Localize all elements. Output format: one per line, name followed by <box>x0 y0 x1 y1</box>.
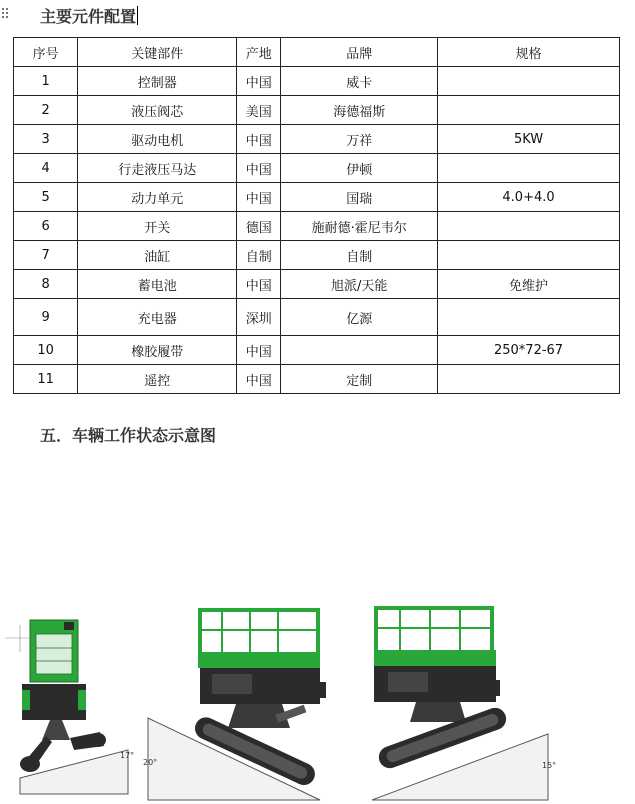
table-cell-no: 8 <box>14 270 78 299</box>
table-cell-spec: 4.0+4.0 <box>438 183 620 212</box>
table-cell-spec <box>438 299 620 336</box>
table-row <box>14 241 620 270</box>
table-cell-brand: 伊顿 <box>281 154 438 183</box>
table-cell-spec <box>438 212 620 241</box>
table-cell-part: 油缸 <box>78 241 237 270</box>
section-heading-config-text: 主要元件配置 <box>40 7 137 26</box>
section-heading-diagram: 五．车辆工作状态示意图 <box>40 426 217 445</box>
table-cell-origin: 中国 <box>237 183 281 212</box>
table-cell-spec: 免维护 <box>438 270 620 299</box>
table-cell-brand: 亿源 <box>281 299 438 336</box>
table-cell-no: 9 <box>14 299 78 336</box>
table-cell-spec: 250*72-67 <box>438 336 620 365</box>
table-cell-origin: 德国 <box>237 212 281 241</box>
table-cell-part: 遥控 <box>78 365 237 394</box>
table-row <box>14 96 620 125</box>
table-cell-brand: 国瑞 <box>281 183 438 212</box>
table-row <box>14 154 620 183</box>
table-cell-spec: 5KW <box>438 125 620 154</box>
table-cell-part: 控制器 <box>78 67 237 96</box>
table-row <box>14 67 620 96</box>
table-cell-origin: 中国 <box>237 67 281 96</box>
table-cell-spec <box>438 154 620 183</box>
table-cell-part: 蓄电池 <box>78 270 237 299</box>
angle-label-15: 15° <box>542 761 557 770</box>
table-cell-brand: 定制 <box>281 365 438 394</box>
table-cell-no: 10 <box>14 336 78 365</box>
vehicle-front-view <box>5 620 134 794</box>
table-cell-origin: 中国 <box>237 154 281 183</box>
table-cell-no: 3 <box>14 125 78 154</box>
header-cell-brand: 品牌 <box>281 38 438 67</box>
table-cell-no: 1 <box>14 67 78 96</box>
table-cell-origin: 深圳 <box>237 299 281 336</box>
angle-label-17: 17° <box>120 751 135 760</box>
table-cell-no: 4 <box>14 154 78 183</box>
table-cell-part: 液压阀芯 <box>78 96 237 125</box>
table-cell-no: 6 <box>14 212 78 241</box>
table-row <box>14 183 620 212</box>
table-cell-part: 开关 <box>78 212 237 241</box>
table-cell-origin: 美国 <box>237 96 281 125</box>
table-cell-no: 11 <box>14 365 78 394</box>
table-row <box>14 365 620 394</box>
table-cell-spec <box>438 365 620 394</box>
header-cell-part: 关键部件 <box>78 38 237 67</box>
table-cell-brand: 海德福斯 <box>281 96 438 125</box>
table-cell-origin: 中国 <box>237 270 281 299</box>
table-cell-brand: 旭派/天能 <box>281 270 438 299</box>
component-config-table <box>13 37 620 394</box>
header-cell-spec: 规格 <box>438 38 620 67</box>
table-cell-part: 动力单元 <box>78 183 237 212</box>
table-row <box>14 336 620 365</box>
table-cell-no: 7 <box>14 241 78 270</box>
table-cell-brand: 施耐德·霍尼韦尔 <box>281 212 438 241</box>
table-cell-spec <box>438 241 620 270</box>
drag-handle[interactable] <box>2 8 10 22</box>
table-cell-part: 驱动电机 <box>78 125 237 154</box>
table-cell-origin: 中国 <box>237 125 281 154</box>
table-cell-no: 2 <box>14 96 78 125</box>
angle-label-20: 20° <box>143 758 158 767</box>
table-cell-origin: 中国 <box>237 365 281 394</box>
table-cell-brand: 威卡 <box>281 67 438 96</box>
table-cell-part: 橡胶履带 <box>78 336 237 365</box>
table-cell-no: 5 <box>14 183 78 212</box>
section-heading-config <box>40 4 138 27</box>
header-cell-origin: 产地 <box>237 38 281 67</box>
vehicle-working-state-diagram <box>0 600 635 804</box>
table-header-row <box>14 38 620 67</box>
table-cell-brand: 自制 <box>281 241 438 270</box>
table-cell-brand: 万祥 <box>281 125 438 154</box>
table-row <box>14 299 620 336</box>
table-row <box>14 212 620 241</box>
text-cursor <box>137 6 138 25</box>
table-cell-part: 充电器 <box>78 299 237 336</box>
table-cell-spec <box>438 67 620 96</box>
header-cell-no: 序号 <box>14 38 78 67</box>
table-cell-spec <box>438 96 620 125</box>
vehicle-side-view-15 <box>372 608 556 800</box>
vehicle-side-view-20 <box>143 610 326 800</box>
table-cell-part: 行走液压马达 <box>78 154 237 183</box>
table-cell-origin: 中国 <box>237 336 281 365</box>
table-cell-brand <box>281 336 438 365</box>
table-row <box>14 270 620 299</box>
table-row <box>14 125 620 154</box>
table-cell-origin: 自制 <box>237 241 281 270</box>
